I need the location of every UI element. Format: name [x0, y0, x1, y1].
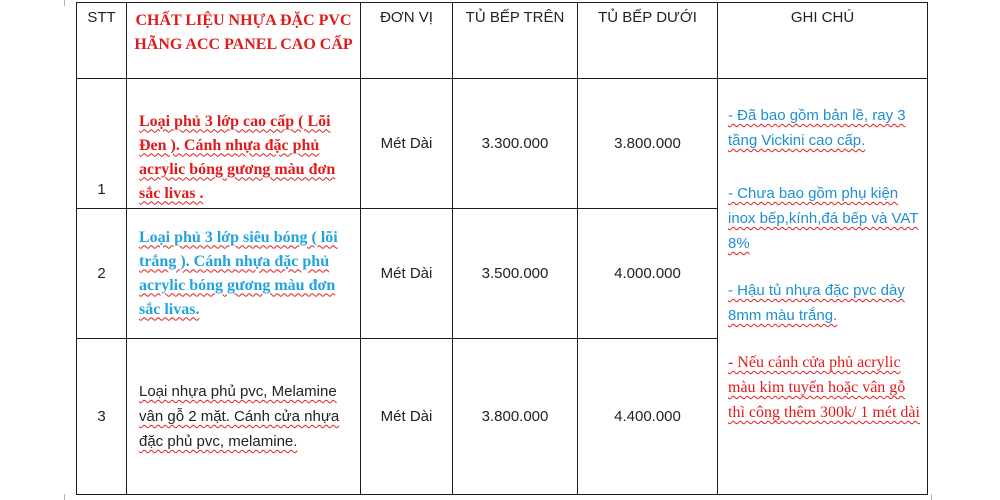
price-table [76, 2, 928, 495]
material-description [127, 79, 361, 209]
material-description [127, 339, 361, 495]
lower-price-cell: 4.400.000 [578, 339, 718, 495]
material-description [127, 209, 361, 339]
note-item [728, 103, 921, 153]
page-corner-mark [64, 494, 71, 500]
header-stt: STT [77, 3, 127, 79]
unit-cell: Mét Dài [361, 209, 453, 339]
row-number: 1 [77, 79, 127, 209]
upper-price-cell: 3.500.000 [453, 209, 578, 339]
note-text: - Đã bao gồm bản lề, ray 3 tầng Vickini cao cấp. [728, 107, 906, 149]
notes-cell [718, 79, 928, 495]
note-text: - Hậu tủ nhựa đặc pvc dày 8mm màu trắng. [728, 282, 905, 324]
header-unit: ĐƠN VỊ [361, 3, 453, 79]
lower-price-cell: 3.800.000 [578, 79, 718, 209]
material-text: Loại nhựa phủ pvc, Melamine vân gỗ 2 mặt. Cánh cửa nhựa đặc phủ pvc, melamine. [139, 383, 340, 450]
header-lower-cabinet: TỦ BẾP DƯỚI [578, 3, 718, 79]
header-upper-cabinet: TỦ BẾP TRÊN [453, 3, 578, 79]
header-row [77, 3, 928, 79]
material-text: Loại phủ 3 lớp siêu bóng ( lõi trắng ). Cánh nhựa đặc phủ acrylic bóng gương màu đơn sắc livas. [139, 228, 338, 318]
header-material: CHẤT LIỆU NHỰA ĐẶC PVC HÃNG ACC PANEL CAO CẤP [127, 3, 361, 79]
note-item [728, 181, 921, 256]
note-spacer [728, 153, 921, 181]
upper-price-cell: 3.300.000 [453, 79, 578, 209]
note-item [728, 350, 921, 425]
material-text: Loại phủ 3 lớp cao cấp ( Lõi Đen ). Cánh nhựa đặc phủ acrylic bóng gương màu đơn sắc livas . [139, 112, 336, 202]
note-spacer [728, 328, 921, 350]
page-corner-mark [64, 0, 71, 6]
note-text: - Chưa bao gồm phụ kiện inox bếp,kính,đá bếp và VAT 8% [728, 185, 919, 252]
upper-price-cell: 3.800.000 [453, 339, 578, 495]
note-spacer [728, 256, 921, 278]
unit-cell: Mét Dài [361, 339, 453, 495]
unit-cell: Mét Dài [361, 79, 453, 209]
note-item [728, 278, 921, 328]
header-notes: GHI CHÚ [718, 3, 928, 79]
row-number: 2 [77, 209, 127, 339]
row-number: 3 [77, 339, 127, 495]
note-text: - Nếu cánh cửa phủ acrylic màu kim tuyến hoặc vân gỗ thì công thêm 300k/ 1 mét dài [728, 354, 920, 421]
table-row [77, 79, 928, 209]
lower-price-cell: 4.000.000 [578, 209, 718, 339]
